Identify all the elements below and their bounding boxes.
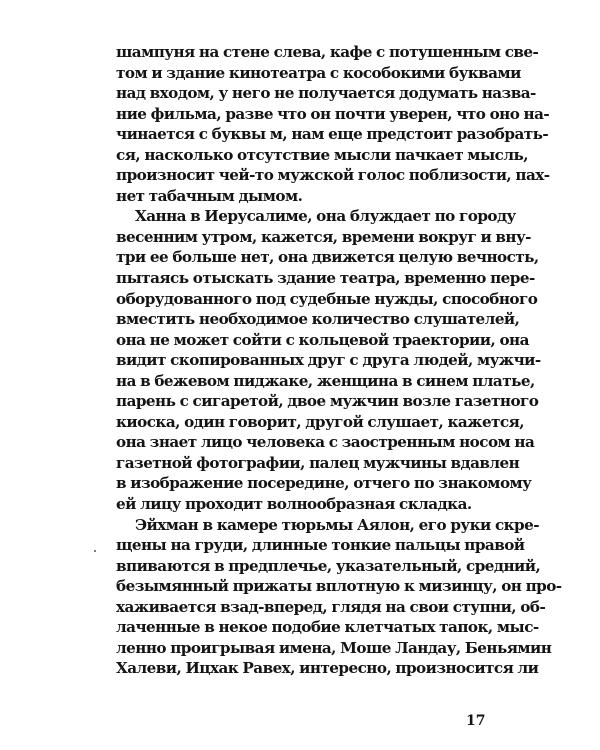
text-line-paragraph-start: Ханна в Иерусалиме, она блуждает по городу [135, 207, 516, 226]
text-line: впиваются в предплечье, указательный, средний, [116, 556, 541, 575]
text-line: оборудованного под судебные нужды, способного [116, 289, 538, 308]
page-number: 17 [466, 713, 486, 729]
text-line: три ее больше нет, она движется целую вечность, [116, 248, 539, 267]
text-line: киоска, один говорит, другой слушает, кажется, [116, 412, 525, 431]
text-line: Халеви, Ицхак Равех, интересно, произносится ли [116, 659, 539, 678]
text-line: щены на груди, длинные тонкие пальцы правой [116, 536, 525, 555]
text-line: чинается с буквы м, нам еще предстоит разобрать- [116, 125, 549, 144]
text-line: лаченные в некое подобие клетчатых тапок, мыс- [116, 618, 539, 637]
text-line: она знает лицо человека с заостренным носом на [116, 433, 535, 452]
text-line-paragraph-end: нет табачным дымом. [116, 186, 303, 205]
text-line: безымянный прижаты вплотную к мизинцу, он про- [116, 577, 562, 596]
text-line: хаживается взад-вперед, глядя на свои ступни, об- [116, 597, 546, 616]
text-line: на в бежевом пиджаке, женщина в синем платье, [116, 371, 535, 390]
text-line-paragraph-start: Эйхман в камере тюрьмы Аялон, его руки скре- [135, 515, 539, 534]
text-line: ленно проигрывая имена, Моше Ландау, Беньямин [116, 638, 552, 657]
text-line: над входом, у него не получается додумать назва- [116, 84, 536, 103]
text-line: видит скопированных друг с друга людей, мужчи- [116, 351, 541, 370]
text-line: произносит чей-то мужской голос поблизости, пах- [116, 166, 550, 185]
text-line-paragraph-end: ей лицу проходит волнообразная складка. [116, 495, 472, 514]
text-line: ние фильма, разве что он почти уверен, что оно на- [116, 104, 550, 123]
text-line: пытаясь отыскать здание театра, временно пере- [116, 269, 535, 288]
text-line: газетной фотографии, палец мужчины вдавлен [116, 453, 520, 472]
scan-speck [94, 550, 96, 552]
text-line: она не может сойти с кольцевой траектории, она [116, 330, 529, 349]
text-line: том и здание кинотеатра с кособокими буквами [116, 63, 521, 82]
text-line: вместить необходимое количество слушателей, [116, 310, 520, 329]
page-body-text [116, 42, 562, 679]
text-line: в изображение посередине, отчего по знакомому [116, 474, 532, 493]
text-line: парень с сигаретой, двое мужчин возле газетного [116, 392, 539, 411]
text-line: шампуня на стене слева, кафе с потушенным све- [116, 43, 539, 61]
text-line: весенним утром, кажется, времени вокруг и вну- [116, 227, 531, 246]
text-line: ся, насколько отсутствие мысли пачкает мысль, [116, 145, 528, 164]
